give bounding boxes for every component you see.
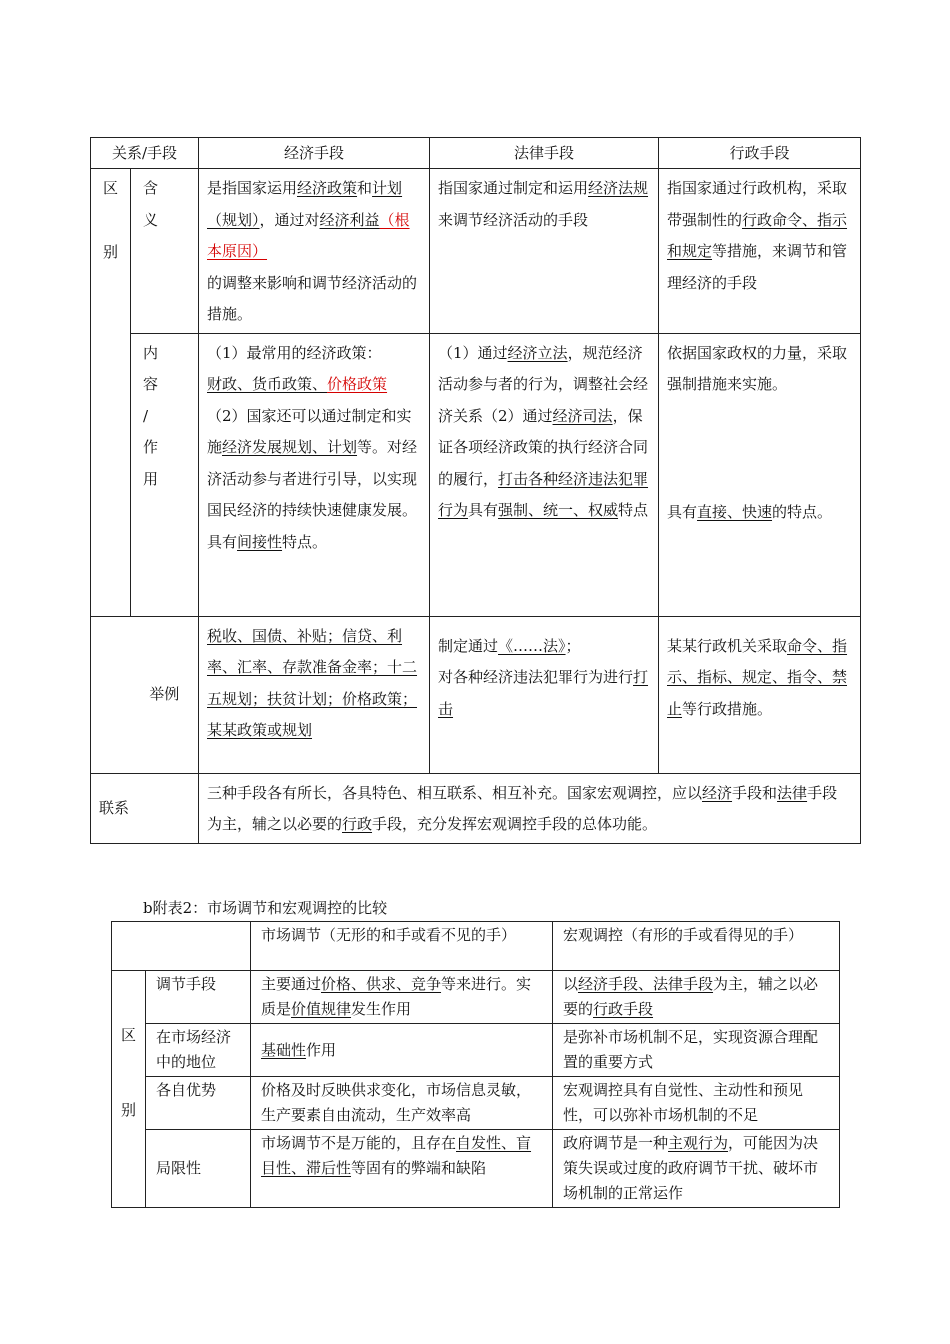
header-market: 市场调节（无形的和手或看不见的手） (251, 922, 553, 971)
meaning-admin: 指国家通过行政机构，采取带强制性的行政命令、指示和规定等措施，来调节和管理经济的手段 (659, 169, 861, 334)
advantage-label: 各自优势 (146, 1077, 251, 1130)
meaning-char-2: 义 (143, 210, 159, 229)
content-char-2: 容 (143, 375, 159, 393)
content-legal: （1）通过经济立法，规范经济活动参与者的行为，调整社会经济关系（2）通过经济司法，保证各项经济政策的执行经济合同的履行，打击各种经济违法犯罪行为具有强制、统一、权威特点 (430, 333, 659, 616)
content-row (91, 333, 861, 616)
table2-difference-char-2: 别 (120, 1101, 136, 1119)
relation-label: 联系 (91, 773, 199, 843)
difference-char-1: 区 (102, 179, 118, 197)
relation-row (91, 773, 861, 843)
means-market: 主要通过价格、供求、竞争等来进行。实质是价值规律发生作用 (251, 971, 553, 1024)
means-label: 调节手段 (146, 971, 251, 1024)
meaning-row (91, 169, 861, 334)
position-macro: 是弥补市场机制不足，实现资源合理配置的重要方式 (553, 1024, 840, 1077)
example-legal: 制定通过《……法》； 对各种经济违法犯罪行为进行打击 (430, 616, 659, 773)
table2-difference-char-1: 区 (120, 1026, 136, 1044)
position-label: 在市场经济中的地位 (146, 1024, 251, 1077)
advantage-macro: 宏观调控具有自觉性、主动性和预见性，可以弥补市场机制的不足 (553, 1077, 840, 1130)
market-vs-macro-table (111, 921, 840, 1208)
content-char-4: 作 (143, 438, 159, 456)
table2-header-corner (112, 922, 251, 971)
header-corner: 关系/手段 (91, 138, 199, 169)
meaning-char-1: 含 (143, 179, 159, 197)
content-label (131, 333, 199, 616)
meaning-economic: 是指国家运用经济政策和计划（规划），通过对经济利益（根本原因） 的调整来影响和调节经济活动的措施。 (199, 169, 430, 334)
relation-text: 三种手段各有所长，各具特色、相互联系、相互补充。国家宏观调控，应以经济手段和法律手段为主，辅之以必要的行政手段，充分发挥宏观调控手段的总体功能。 (199, 773, 861, 843)
header-admin: 行政手段 (659, 138, 861, 169)
example-admin: 某某行政机关采取命令、指示、指标、规定、指令、禁止等行政措施。 (659, 616, 861, 773)
meaning-legal: 指国家通过制定和运用经济法规来调节经济活动的手段 (430, 169, 659, 334)
limitation-label: 局限性 (146, 1130, 251, 1208)
limitation-macro: 政府调节是一种主观行为，可能因为决策失误或过度的政府调节干扰、破坏市场机制的正常运作 (553, 1130, 840, 1208)
example-row (91, 616, 861, 773)
table2-difference-label (112, 971, 146, 1208)
content-admin: 依据国家政权的力量，采取强制措施来实施。 具有直接、快速的特点。 (659, 333, 861, 616)
table1-header-row (91, 138, 861, 169)
means-comparison-table (90, 137, 861, 844)
content-char-5: 用 (143, 469, 159, 488)
difference-label (91, 169, 131, 617)
advantage-row (112, 1077, 840, 1130)
difference-char-2: 别 (102, 242, 118, 261)
table2-caption: b附表2：市场调节和宏观调控的比较 (143, 899, 388, 917)
means-macro: 以经济手段、法律手段为主，辅之以必要的行政手段 (553, 971, 840, 1024)
meaning-label (131, 169, 199, 334)
header-macro: 宏观调控（有形的手或看得见的手） (553, 922, 840, 971)
position-market: 基础性作用 (251, 1024, 553, 1077)
content-economic: （1）最常用的经济政策： 财政、货币政策、价格政策 （2）国家还可以通过制定和实施经济发展规划、计划等。对经济活动参与者进行引导，以实现国民经济的持续快速健康发展。 具有间接性特点。 (199, 333, 430, 616)
content-char-1: 内 (143, 343, 159, 362)
table2-header-row (112, 922, 840, 971)
example-label: 举例 (131, 616, 199, 773)
header-economic: 经济手段 (199, 138, 430, 169)
position-row (112, 1024, 840, 1077)
advantage-market: 价格及时反映供求变化，市场信息灵敏，生产要素自由流动，生产效率高 (251, 1077, 553, 1130)
means-row (112, 971, 840, 1024)
header-legal: 法律手段 (430, 138, 659, 169)
content-char-3: / (143, 406, 149, 425)
limitation-row (112, 1130, 840, 1208)
example-economic: 税收、国债、补贴；信贷、利率、汇率、存款准备金率；十二五规划；扶贫计划；价格政策；某某政策或规划 (199, 616, 430, 773)
limitation-market: 市场调节不是万能的，且存在自发性、盲目性、滞后性等固有的弊端和缺陷 (251, 1130, 553, 1208)
